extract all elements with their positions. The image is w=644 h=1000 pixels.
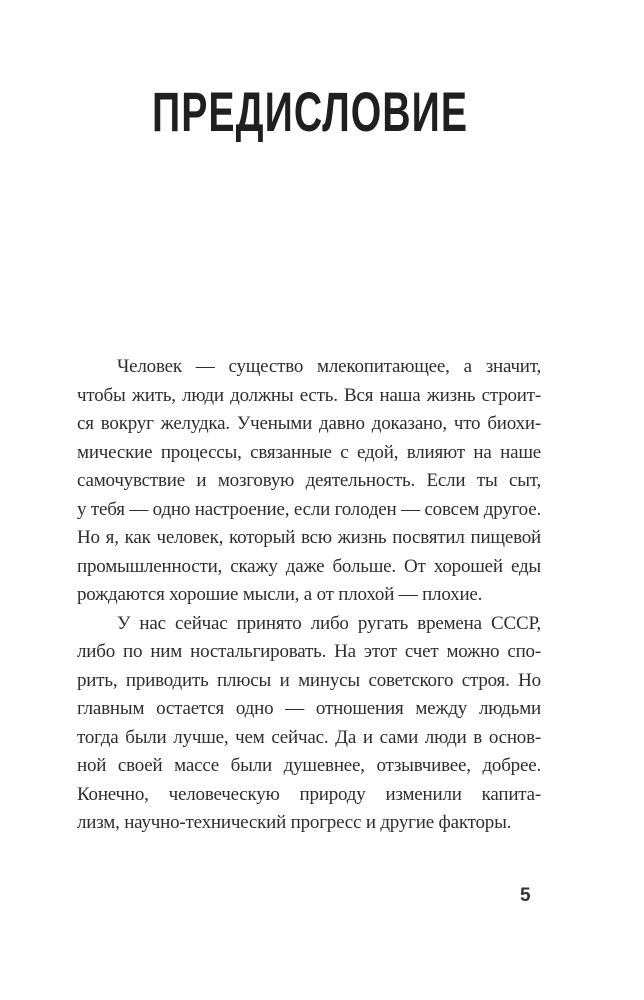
text-line: у тебя — одно настроение, если голоден — совсем другое. <box>77 498 541 520</box>
text-line: либо по ним ностальгировать. На этот счет можно спо- <box>77 641 541 662</box>
text-line: главным остается одно — отношения между людьми <box>77 698 541 719</box>
paragraph <box>77 610 541 838</box>
text-line: тогда были лучше, чем сейчас. Да и сами люди в основ- <box>77 726 541 748</box>
text-line: ной своей массе были душевнее, отзывчивее, добрее. <box>77 755 541 776</box>
text-line: У нас сейчас принято либо ругать времена СССР, <box>117 612 541 634</box>
paragraph <box>77 353 541 610</box>
text-line: ся вокруг желудка. Учеными давно доказано, что биохи- <box>77 413 541 434</box>
text-line: Конечно, человеческую природу изменили капита- <box>77 783 541 805</box>
text-line: Человек — существо млекопитающее, а значит, <box>117 356 541 377</box>
text-line: промышленности, скажу даже больше. От хорошей еды <box>77 555 541 577</box>
text-line: самочувствие и мозговую деятельность. Если ты сыт, <box>77 470 541 491</box>
body-text <box>77 353 541 838</box>
text-line: лизм, научно-технический прогресс и другие факторы. <box>77 812 512 833</box>
text-line: рить, приводить плюсы и минусы советского строя. Но <box>77 669 541 691</box>
text-line: мические процессы, связанные с едой, влияют на наше <box>77 441 541 463</box>
text-line: Но я, как человек, который всю жизнь посвятил пищевой <box>77 527 541 548</box>
text-line: рождаются хорошие мысли, а от плохой — плохие. <box>77 584 483 605</box>
chapter-title: ПРЕДИСЛОВИЕ <box>152 80 469 143</box>
text-line: чтобы жить, люди должны есть. Вся наша жизнь строит- <box>77 384 541 406</box>
page-number: 5 <box>520 885 531 906</box>
